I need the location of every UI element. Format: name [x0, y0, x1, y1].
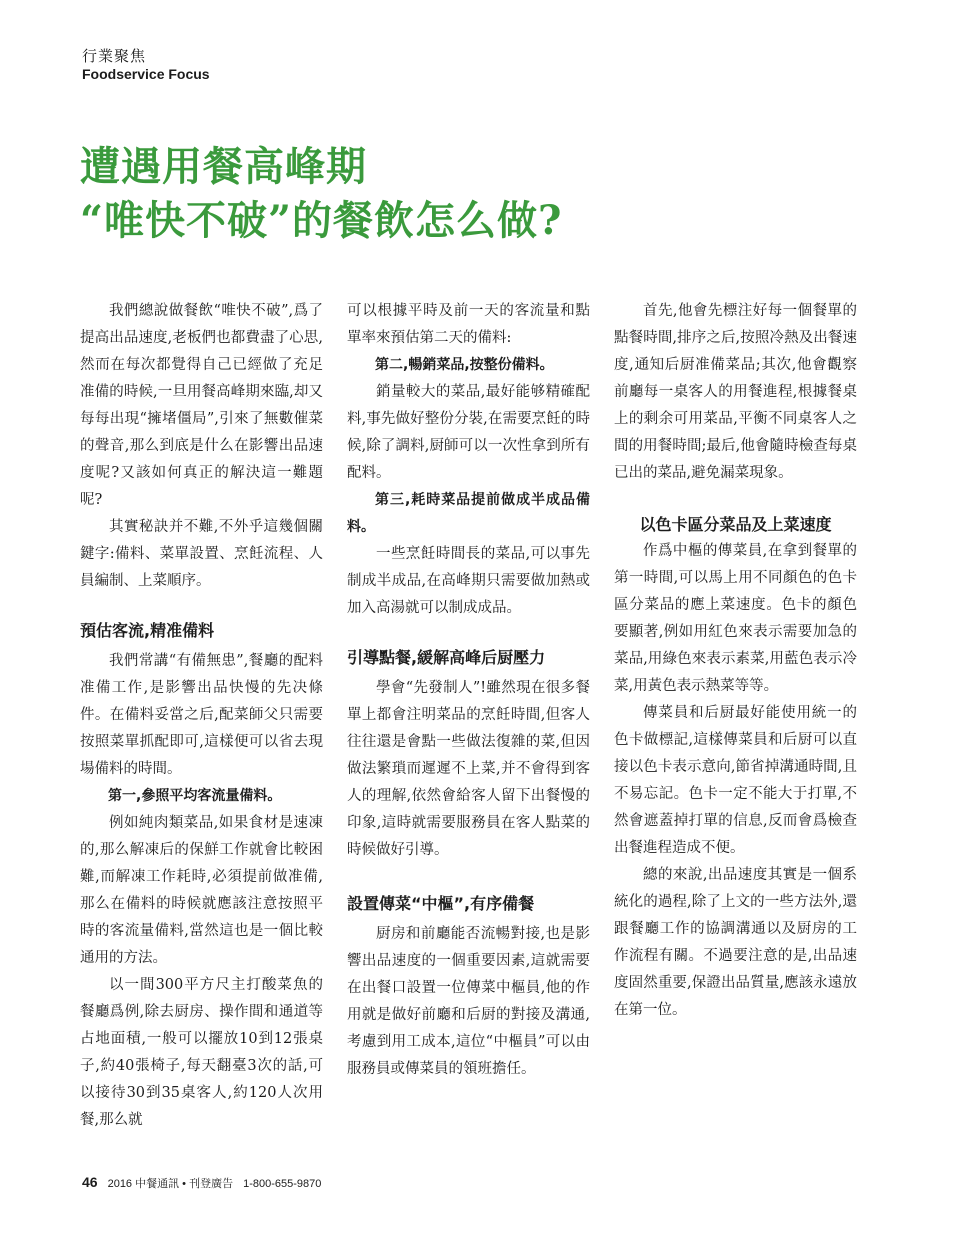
- section-tag-en: Foodservice Focus: [82, 66, 210, 82]
- paragraph: 作爲中樞的傳菜員,在拿到餐單的第一時間,可以馬上用不同顏色的色卡區分菜品的應上菜速度。色卡的顏色要顯著,例如用紅色來表示需要加急的菜品,用綠色來表示素菜,用藍色表示冷菜,用黃色表示熱菜等等。: [614, 543, 857, 694]
- paragraph: 其實秘訣并不難,不外乎這幾個關鍵字:備料、菜單設置、烹飪流程、人員編制、上菜順序。: [80, 519, 323, 589]
- headline-line-1: 遭遇用餐高峰期: [80, 143, 367, 190]
- subheading: 設置傳菜“中樞”,有序備餐: [347, 894, 535, 913]
- paragraph: 厨房和前廳能否流暢對接,也是影響出品速度的一個重要因素,這就需要在出餐口設置一位傳菜中樞員,他的作用就是做好前廳和后厨的對接及溝通,考慮到用工成本,這位“中樞員”可以由服務員或傳菜員的領班擔任。: [347, 926, 590, 1077]
- bold-point: 第二,暢銷菜品,按整份備料。: [375, 357, 554, 373]
- paragraph: 首先,他會先標注好每一個餐單的點餐時間,排序之后,按照冷熱及出餐速度,通知后厨准備菜品;其次,他會觀察前廳每一桌客人的用餐進程,根據餐桌上的剩余可用菜品,平衡不同桌客人之間的用餐時間;最后,他會隨時檢查每桌已出的菜品,避免漏菜現象。: [614, 303, 857, 481]
- paragraph: 銷量較大的菜品,最好能够精確配料,事先做好整份分裝,在需要烹飪的時候,除了調料,厨師可以一次性拿到所有配料。: [347, 384, 590, 481]
- page-number: 46: [82, 1174, 98, 1190]
- headline-line-2: “唯快不破”的餐飲怎么做?: [80, 197, 563, 244]
- footer-text: 2016 中餐通訊 • 刊登廣告: [107, 1178, 234, 1190]
- subheading: 引導點餐,緩解高峰后厨壓力: [347, 648, 546, 667]
- paragraph: 以一間300平方尺主打酸菜魚的餐廳爲例,除去厨房、操作間和通道等占地面積,一般可以擺放10到12張桌子,約40張椅子,每天翻臺3次的話,可以接待30到35桌客人,約120人次用餐,那么就: [80, 977, 323, 1128]
- bold-point: 第一,參照平均客流量備料。: [108, 788, 282, 804]
- section-tag: [82, 47, 210, 83]
- column-1: [80, 298, 323, 1134]
- article-headline: [80, 140, 562, 248]
- paragraph: 可以根據平時及前一天的客流量和點單率來預估第二天的備料:: [347, 303, 590, 346]
- paragraph: 一些烹飪時間長的菜品,可以事先制成半成品,在高峰期只需要做加熱或加入高湯就可以制成成品。: [347, 546, 590, 616]
- column-3: [614, 298, 857, 1024]
- column-2: [347, 298, 590, 1083]
- page-footer: [82, 1174, 321, 1191]
- footer-phone: 1-800-655-9870: [243, 1178, 322, 1190]
- paragraph: 我們常講“有備無患”,餐廳的配料准備工作,是影響出品快慢的先决條件。在備料妥當之后,配菜師父只需要按照菜單抓配即可,這樣便可以省去現場備料的時間。: [80, 653, 323, 777]
- subheading: 以色卡區分菜品及上菜速度: [639, 515, 832, 534]
- paragraph: 學會“先發制人”!雖然現在很多餐單上都會注明菜品的烹飪時間,但客人往往還是會點一些做法復雜的菜,但因做法繁瑣而遲遲不上菜,并不會得到客人的理解,依然會給客人留下出餐慢的印象,這時就需要服務員在客人點菜的時候做好引導。: [347, 680, 590, 858]
- paragraph: 傳菜員和后厨最好能使用統一的色卡做標記,這樣傳菜員和后厨可以直接以色卡表示意向,節省掉溝通時間,且不易忘記。色卡一定不能大于打單,不然會遮蓋掉打單的信息,反而會爲檢查出餐進程造成不便。: [614, 705, 857, 856]
- section-tag-zh: 行業聚焦: [82, 47, 147, 65]
- paragraph: 總的來說,出品速度其實是一個系統化的過程,除了上文的一些方法外,還跟餐廳工作的協調溝通以及厨房的工作流程有關。不過要注意的是,出品速度固然重要,保證出品質量,應該永遠放在第一位。: [614, 867, 857, 1018]
- subheading: 預估客流,精准備料: [80, 621, 215, 640]
- bold-point: 第三,耗時菜品提前做成半成品備料。: [347, 492, 590, 535]
- paragraph: 我們總說做餐飲“唯快不破”,爲了提高出品速度,老板們也都費盡了心思,然而在每次都覺得自己已經做了充足准備的時候,一旦用餐高峰期來臨,却又每每出現“擁堵僵局”,引來了無數催菜的聲音,那么到底是什么在影響出品速度呢?又該如何真正的解決這一難題呢?: [80, 303, 323, 508]
- paragraph: 例如純肉類菜品,如果食材是速凍的,那么解凍后的保鮮工作就會比較困難,而解凍工作耗時,必須提前做准備,那么在備料的時候就應該注意按照平時的客流量備料,當然這也是一個比較通用的方法。: [80, 815, 323, 966]
